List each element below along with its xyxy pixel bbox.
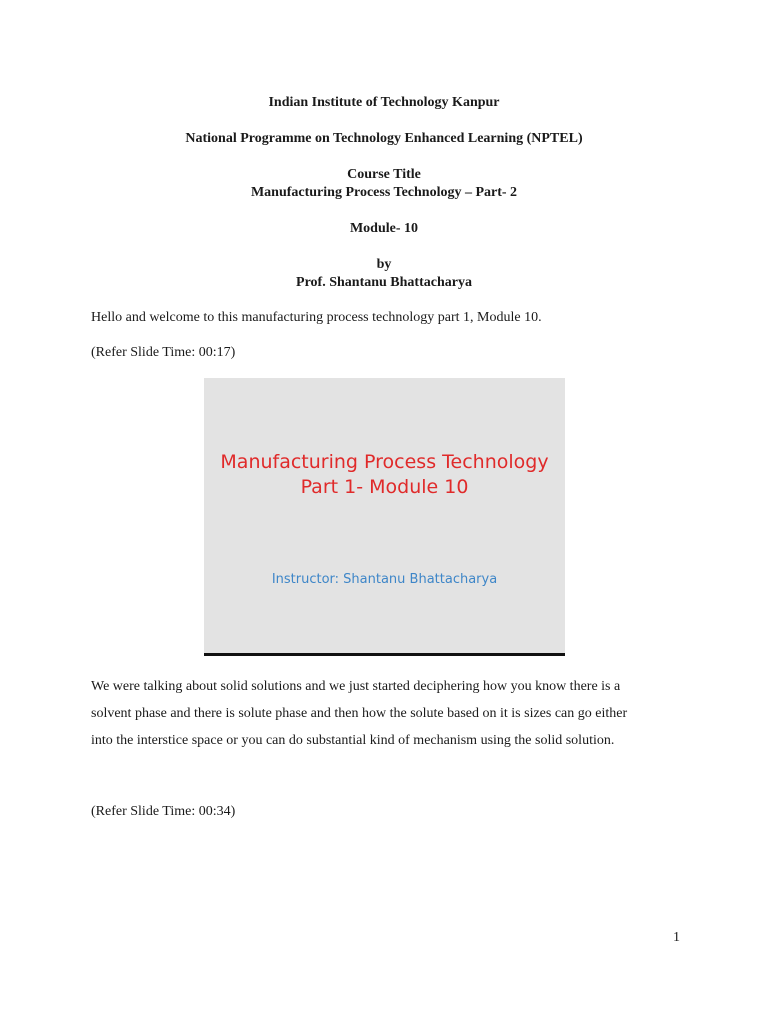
paragraph-line: into the interstice space or you can do substantial kind of mechanism using the solid solution. <box>91 733 615 748</box>
page-number: 1 <box>673 930 680 945</box>
course-title-label: Course Title <box>347 167 421 182</box>
slide-instructor: Instructor: Shantanu Bhattacharya <box>271 572 498 587</box>
professor-name: Prof. Shantanu Bhattacharya <box>296 275 472 290</box>
course-title: Manufacturing Process Technology – Part- 2 <box>250 185 518 200</box>
paragraph-line: We were talking about solid solutions and we just started deciphering how you know there is a <box>91 679 621 694</box>
slide-time-reference: (Refer Slide Time: 00:17) <box>91 345 236 360</box>
intro-paragraph: Hello and welcome to this manufacturing process technology part 1, Module 10. <box>91 310 542 325</box>
paragraph-line: solvent phase and there is solute phase and then how the solute based on it is sizes can go either <box>91 706 628 721</box>
slide-title-line-1: Manufacturing Process Technology <box>220 451 549 473</box>
programme-heading: National Programme on Technology Enhanced Learning (NPTEL) <box>185 131 583 146</box>
by-label: by <box>376 257 392 272</box>
institute-heading: Indian Institute of Technology Kanpur <box>268 95 500 110</box>
module-heading: Module- 10 <box>349 221 419 236</box>
slide-title-line-2: Part 1- Module 10 <box>300 476 469 498</box>
slide-image <box>204 378 565 656</box>
slide-time-reference: (Refer Slide Time: 00:34) <box>91 804 236 819</box>
